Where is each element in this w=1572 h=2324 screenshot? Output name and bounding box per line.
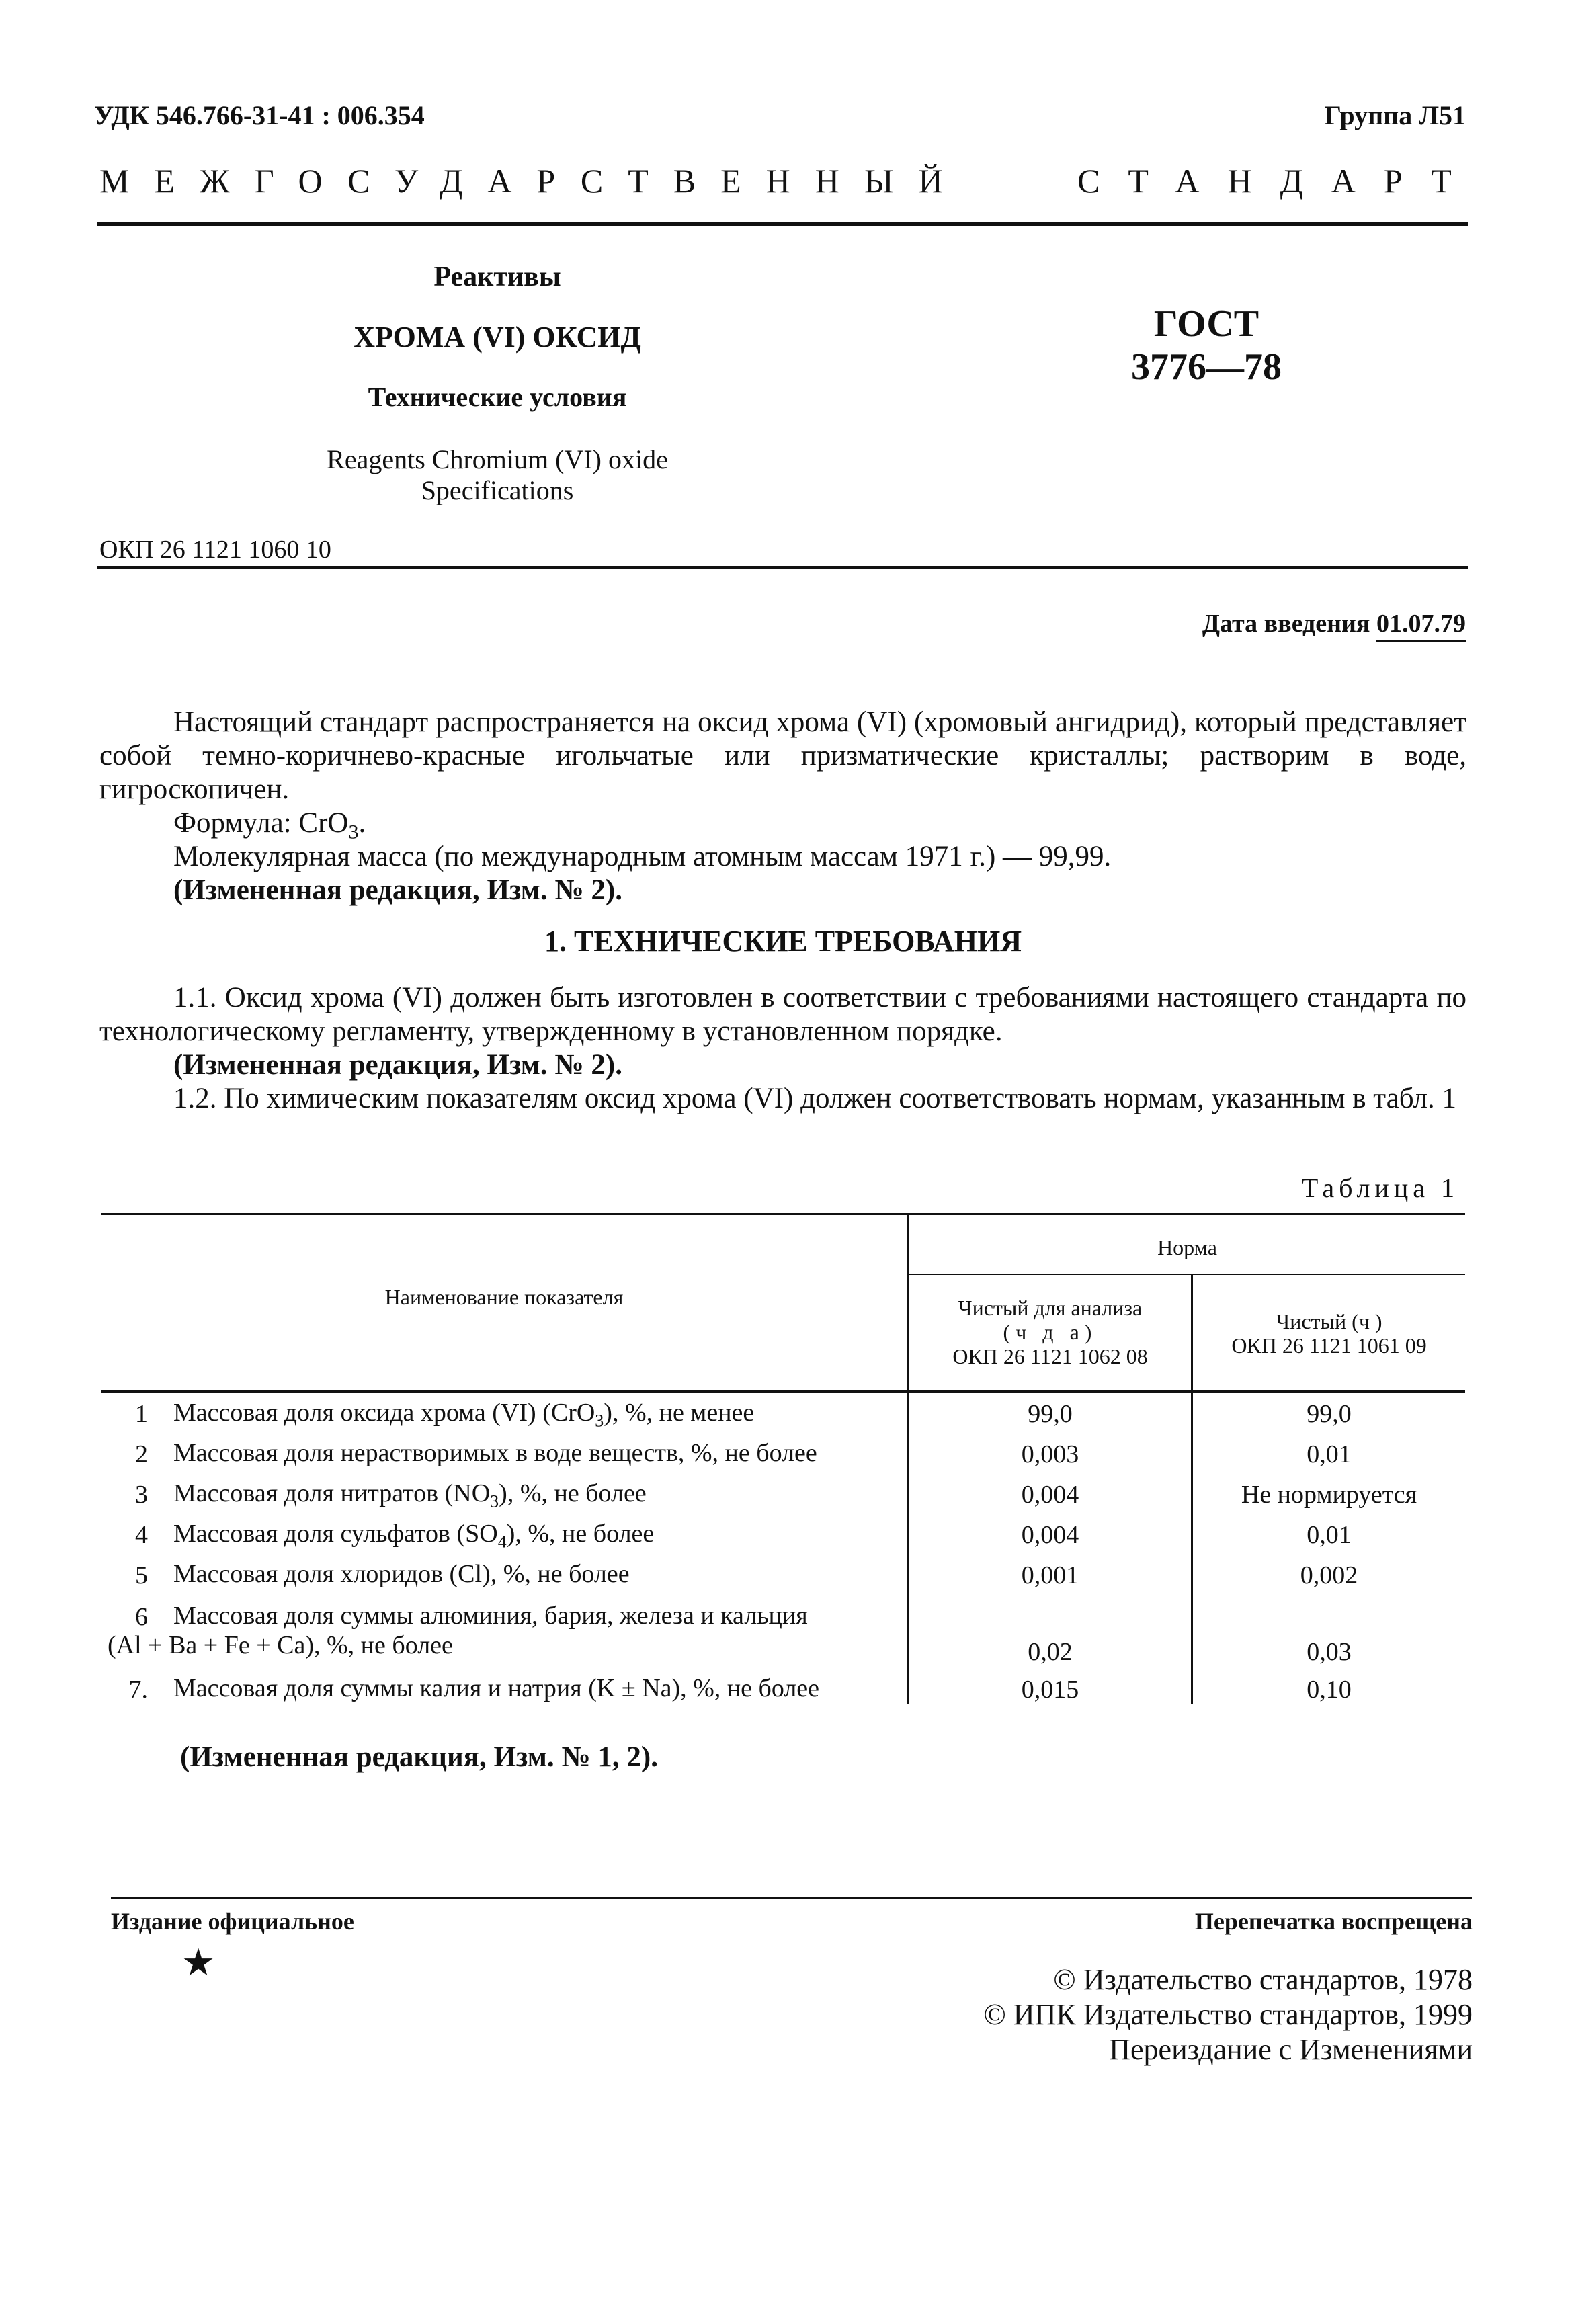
okp-code: ОКП 26 1121 1060 10 — [99, 536, 331, 564]
row-6-num: 6 — [135, 1603, 148, 1631]
official-edition: Издание официальное — [111, 1908, 354, 1935]
formula-end: . — [358, 807, 366, 839]
english-title: Reagents Chromium (VI) oxide — [327, 444, 668, 474]
paragraph-1-1-text: 1.1. Оксид хрома (VI) должен быть изготовлен в соответствии с требованиями настоящего стандарта по технологическому регламенту, утвержденному в установленном порядке. — [99, 982, 1466, 1047]
row-5-v2: 0,002 — [1300, 1561, 1358, 1589]
row-4-v1: 0,004 — [1021, 1521, 1079, 1549]
col1-line1: Чистый для анализа — [958, 1296, 1143, 1320]
row-4-name — [173, 1519, 654, 1557]
row-3-v1: 0,004 — [1021, 1481, 1079, 1509]
english-subtitle: Specifications — [421, 475, 574, 505]
publisher-1978: © Издательство стандартов, 1978 — [1053, 1963, 1473, 1996]
col1-line2: (ч д а) — [1003, 1320, 1098, 1344]
row-3-tail: ), %, не более — [499, 1479, 647, 1507]
row-3-v2: Не нормируется — [1241, 1481, 1417, 1509]
row-1-tail: ), %, не менее — [604, 1399, 755, 1427]
paragraph-1-1 — [99, 981, 1466, 1048]
row-5-num: 5 — [135, 1561, 148, 1589]
row-4-name-text: Массовая доля сульфатов (SO — [173, 1520, 498, 1548]
date-label: Дата введения — [1202, 610, 1370, 638]
row-4-sub: 4 — [497, 1532, 507, 1552]
reprint-with-changes: Переиздание с Изменениями — [1109, 2033, 1473, 2066]
row-5-v1: 0,001 — [1021, 1561, 1079, 1589]
row-4-tail: ), %, не более — [506, 1520, 655, 1548]
row-1-v2: 99,0 — [1307, 1400, 1352, 1428]
document-subtitle: Технические условия — [368, 382, 627, 412]
gost-label: ГОСТ — [1153, 303, 1259, 345]
header-name: Наименование показателя — [384, 1285, 624, 1309]
row-3-name-text: Массовая доля нитратов (NO — [173, 1479, 491, 1507]
intro-text: Настоящий стандарт распространяется на оксид хрома (VI) (хромовый ангидрид), который представляет собой темно-коричнево-красные игольчатые или призматические кристаллы; растворим в воде, гигроскопичен. — [99, 706, 1466, 805]
row-7-v1: 0,015 — [1021, 1675, 1079, 1704]
header-rule — [97, 222, 1468, 226]
paragraph-1-2-text: 1.2. По химическим показателям оксид хрома (VI) должен соответствовать нормам, указанным в табл. 1 — [173, 1083, 1456, 1114]
row-2-v1: 0,003 — [1021, 1440, 1079, 1468]
section-title: 1. ТЕХНИЧЕСКИЕ ТРЕБОВАНИЯ — [544, 925, 1022, 958]
row-3-name — [173, 1479, 647, 1517]
publisher-1999: © ИПК Издательство стандартов, 1999 — [983, 1998, 1473, 2031]
row-6-name-line2: (Al + Ba + Fe + Ca), %, не более — [108, 1631, 453, 1659]
row-7-name: Массовая доля суммы калия и натрия (K ± Na), %, не более — [173, 1674, 820, 1702]
row-1-name — [173, 1398, 754, 1436]
title-rule — [97, 566, 1468, 569]
row-6-v2: 0,03 — [1307, 1638, 1352, 1666]
header-col1 — [909, 1296, 1191, 1368]
group-code: Группа Л51 — [1324, 100, 1466, 130]
header-col2 — [1193, 1309, 1465, 1358]
norm-header-rule — [907, 1274, 1465, 1275]
row-2-num: 2 — [135, 1440, 148, 1468]
table-top-rule — [101, 1213, 1465, 1215]
formula-subscript: 3 — [348, 821, 359, 843]
introduction-date — [1202, 609, 1466, 638]
row-2-v2: 0,01 — [1307, 1440, 1352, 1468]
reagents-label: Реактивы — [433, 261, 561, 292]
row-1-name-text: Массовая доля оксида хрома (VI) (CrO — [173, 1399, 595, 1427]
row-6-v1: 0,02 — [1028, 1638, 1073, 1666]
star-icon: ★ — [181, 1942, 216, 1984]
col2-line2: ОКП 26 1121 1061 09 — [1231, 1333, 1427, 1358]
table-caption: Таблица 1 — [1301, 1173, 1459, 1203]
edition-note-3: (Измененная редакция, Изм. № 1, 2). — [180, 1741, 658, 1773]
row-3-sub: 3 — [490, 1491, 499, 1511]
table-header-rule — [101, 1390, 1465, 1393]
row-7-num: 7. — [128, 1675, 148, 1704]
reprint-prohibited: Перепечатка воспрещена — [1194, 1908, 1473, 1935]
row-4-num: 4 — [135, 1521, 148, 1549]
row-2-name: Массовая доля нерастворимых в воде веществ, %, не более — [173, 1439, 817, 1467]
row-5-name: Массовая доля хлоридов (Cl), %, не более — [173, 1560, 630, 1588]
document-title: ХРОМА (VI) ОКСИД — [354, 321, 641, 354]
row-1-num: 1 — [135, 1400, 148, 1428]
udk-code: УДК 546.766-31-41 : 006.354 — [94, 100, 425, 130]
row-6-name: Массовая доля суммы алюминия, бария, железа и кальция — [173, 1602, 808, 1630]
row-4-v2: 0,01 — [1307, 1521, 1352, 1549]
col1-line3: ОКП 26 1121 1062 08 — [952, 1344, 1148, 1368]
paragraph-1-2 — [99, 1082, 1466, 1116]
molecular-mass: Молекулярная масса (по международным атомным массам 1971 г.) — 99,99. — [173, 841, 1112, 872]
formula-label: Формула: CrO — [173, 807, 349, 839]
row-1-v1: 99,0 — [1028, 1400, 1073, 1428]
banner-word-1: МЕЖГОСУДАРСТВЕННЫЙ — [99, 162, 968, 200]
banner-word-2: СТАНДАРТ — [1077, 162, 1480, 200]
header-norm: Норма — [1157, 1235, 1217, 1259]
row-3-num: 3 — [135, 1481, 148, 1509]
row-1-sub: 3 — [595, 1411, 604, 1431]
col2-line1: Чистый (ч ) — [1276, 1309, 1382, 1333]
intro-paragraph — [99, 706, 1466, 806]
date-value: 01.07.79 — [1376, 610, 1466, 642]
edition-note-2: (Измененная редакция, Изм. № 2). — [173, 1049, 622, 1081]
gost-number: 3776—78 — [1131, 346, 1282, 388]
edition-note-1: (Измененная редакция, Изм. № 2). — [173, 874, 622, 906]
footer-rule — [111, 1897, 1472, 1899]
row-7-v2: 0,10 — [1307, 1675, 1352, 1704]
